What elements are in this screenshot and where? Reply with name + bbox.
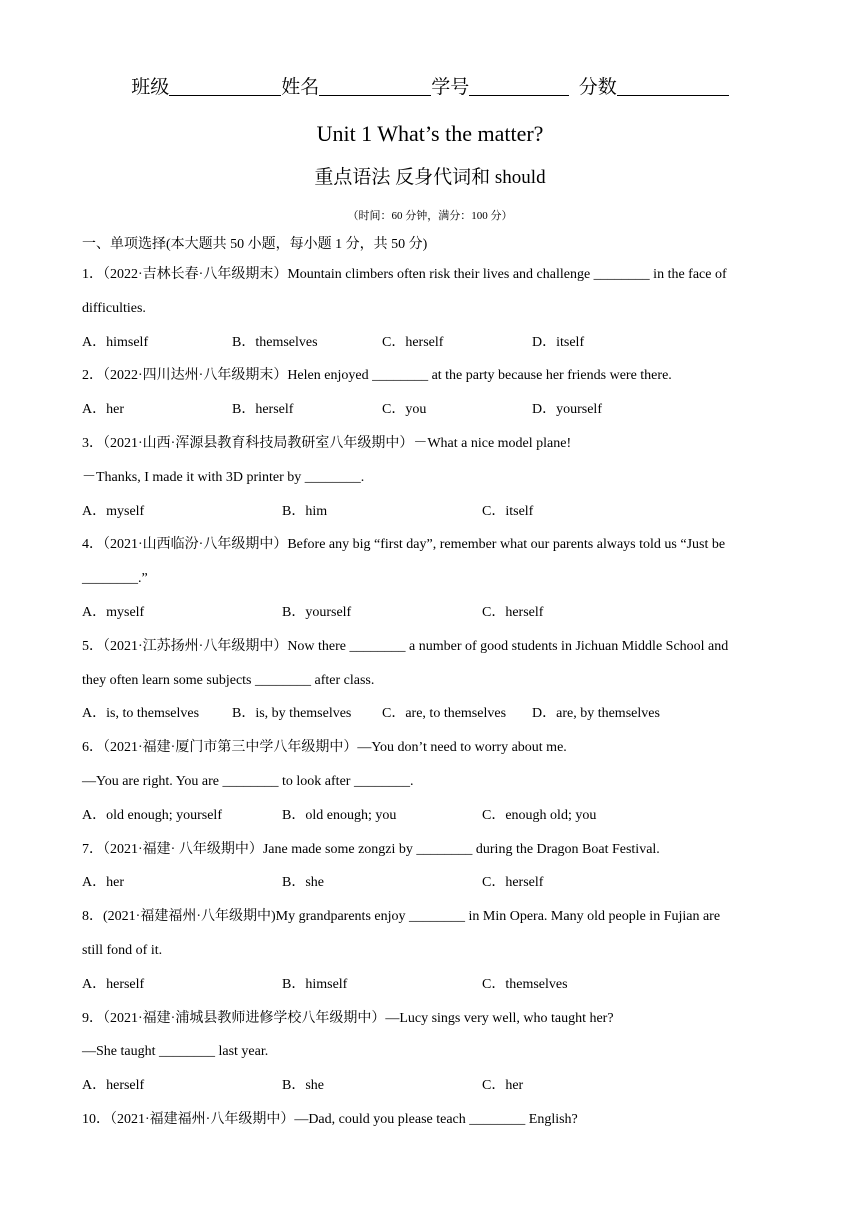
section-heading: 一、单项选择(本大题共 50 小题，每小题 1 分，共 50 分) xyxy=(82,237,428,252)
page-title: Unit 1 What’s the matter? xyxy=(316,121,544,146)
question-stem-continued: －Thanks, I made it with 3D printer by ________. xyxy=(82,469,365,485)
student-id-blank[interactable] xyxy=(469,75,569,96)
question-item xyxy=(82,833,782,901)
name-label: 姓名 xyxy=(281,77,320,98)
answer-option[interactable]: B．him xyxy=(282,503,328,519)
answer-option[interactable]: C．enough old; you xyxy=(482,807,597,823)
question-stem: 4．（2021·山西临汾·八年级期中）Before any big “first day”, remember what our parents always told us “Just be xyxy=(82,537,726,553)
answer-option[interactable]: B．themselves xyxy=(232,334,318,350)
answer-option[interactable]: C．itself xyxy=(482,503,534,519)
question-stem: 10．（2021·福建福州·八年级期中）—Dad, could you please teach ________ English? xyxy=(82,1111,578,1127)
answer-option[interactable]: A．is, to themselves xyxy=(82,706,200,722)
question-stem: 8．(2021·福建福州·八年级期中)My grandparents enjoy ________ in Min Opera. Many old people in Fujian are xyxy=(82,909,721,925)
question-item xyxy=(82,900,782,1001)
question-stem-continued: they often learn some subjects ________ after class. xyxy=(82,672,375,688)
answer-option[interactable]: C．themselves xyxy=(482,976,568,992)
score-blank[interactable] xyxy=(617,75,729,96)
question-stem: 9．（2021·福建·浦城县教师进修学校八年级期中）—Lucy sings very well, who taught her? xyxy=(82,1010,614,1026)
score-label: 分数 xyxy=(578,77,617,98)
student-id-label: 学号 xyxy=(431,77,470,98)
answer-option[interactable]: A．herself xyxy=(82,1078,145,1094)
answer-option[interactable]: C．her xyxy=(482,1078,524,1094)
answer-option[interactable]: C．you xyxy=(382,402,427,418)
answer-option[interactable]: B．is, by themselves xyxy=(232,706,352,722)
page-subtitle: 重点语法 反身代词和 should xyxy=(314,167,546,188)
question-item xyxy=(82,1002,782,1103)
answer-option[interactable]: D．yourself xyxy=(532,402,602,418)
answer-options xyxy=(82,697,782,731)
answer-option[interactable]: A．herself xyxy=(82,976,145,992)
question-item xyxy=(82,359,782,427)
answer-option[interactable]: C．herself xyxy=(482,875,544,891)
question-stem-continued: —You are right. You are ________ to look after ________. xyxy=(82,773,414,789)
answer-option[interactable]: B．old enough; you xyxy=(282,807,397,823)
question-stem: 3．（2021·山西·浑源县教育科技局教研室八年级期中）－What a nice model plane! xyxy=(82,435,572,451)
question-stem: 2．（2022·四川达州·八年级期末）Helen enjoyed ________ at the party because her friends were there. xyxy=(82,368,672,384)
answer-option[interactable]: A．her xyxy=(82,402,124,418)
question-list xyxy=(82,258,782,1137)
answer-option[interactable]: A．her xyxy=(82,875,124,891)
question-stem-continued: —She taught ________ last year. xyxy=(82,1044,269,1060)
answer-option[interactable]: B．she xyxy=(282,1078,324,1094)
answer-options xyxy=(82,1069,782,1103)
question-item xyxy=(82,258,782,359)
answer-option[interactable]: B．himself xyxy=(282,976,348,992)
answer-option[interactable]: B．she xyxy=(282,875,324,891)
answer-option[interactable]: D．are, by themselves xyxy=(532,706,660,722)
answer-option[interactable]: A．myself xyxy=(82,604,145,620)
name-blank[interactable] xyxy=(319,75,431,96)
question-item xyxy=(82,1103,782,1137)
question-stem: 1．（2022·吉林长春·八年级期末）Mountain climbers often risk their lives and challenge ________ in the face of xyxy=(82,267,727,282)
question-item xyxy=(82,528,782,629)
answer-option[interactable]: A．old enough; yourself xyxy=(82,807,222,823)
question-item xyxy=(82,731,782,832)
answer-options xyxy=(82,799,782,833)
answer-option[interactable]: C．herself xyxy=(482,604,544,620)
question-stem-continued: ________.” xyxy=(82,571,148,587)
answer-options xyxy=(82,495,782,529)
answer-option[interactable]: D．itself xyxy=(532,334,585,350)
answer-option[interactable]: B．herself xyxy=(232,402,294,418)
question-stem: 7．（2021·福建· 八年级期中）Jane made some zongzi by ________ during the Dragon Boat Festival. xyxy=(82,841,660,857)
answer-option[interactable]: C．herself xyxy=(382,334,444,350)
answer-options xyxy=(82,393,782,427)
answer-options xyxy=(82,968,782,1002)
question-item xyxy=(82,630,782,731)
question-stem-continued: still fond of it. xyxy=(82,942,163,958)
question-stem: 6．（2021·福建·厦门市第三中学八年级期中）—You don’t need to worry about me. xyxy=(82,740,567,756)
question-stem: 5．（2021·江苏扬州·八年级期中）Now there ________ a number of good students in Jichuan Middle School and xyxy=(82,638,729,654)
answer-option[interactable]: C．are, to themselves xyxy=(382,706,507,722)
answer-option[interactable]: B．yourself xyxy=(282,604,352,620)
question-item xyxy=(82,427,782,528)
time-score-note: （时间：60 分钟，满分：100 分） xyxy=(347,210,513,222)
answer-option[interactable]: A．himself xyxy=(82,334,149,350)
student-info-line xyxy=(0,74,860,102)
answer-options xyxy=(82,326,782,360)
class-label: 班级 xyxy=(131,77,170,98)
answer-options xyxy=(82,596,782,630)
answer-options xyxy=(82,866,782,900)
class-blank[interactable] xyxy=(169,75,281,96)
answer-option[interactable]: A．myself xyxy=(82,503,145,519)
question-stem-continued: difficulties. xyxy=(82,300,146,316)
